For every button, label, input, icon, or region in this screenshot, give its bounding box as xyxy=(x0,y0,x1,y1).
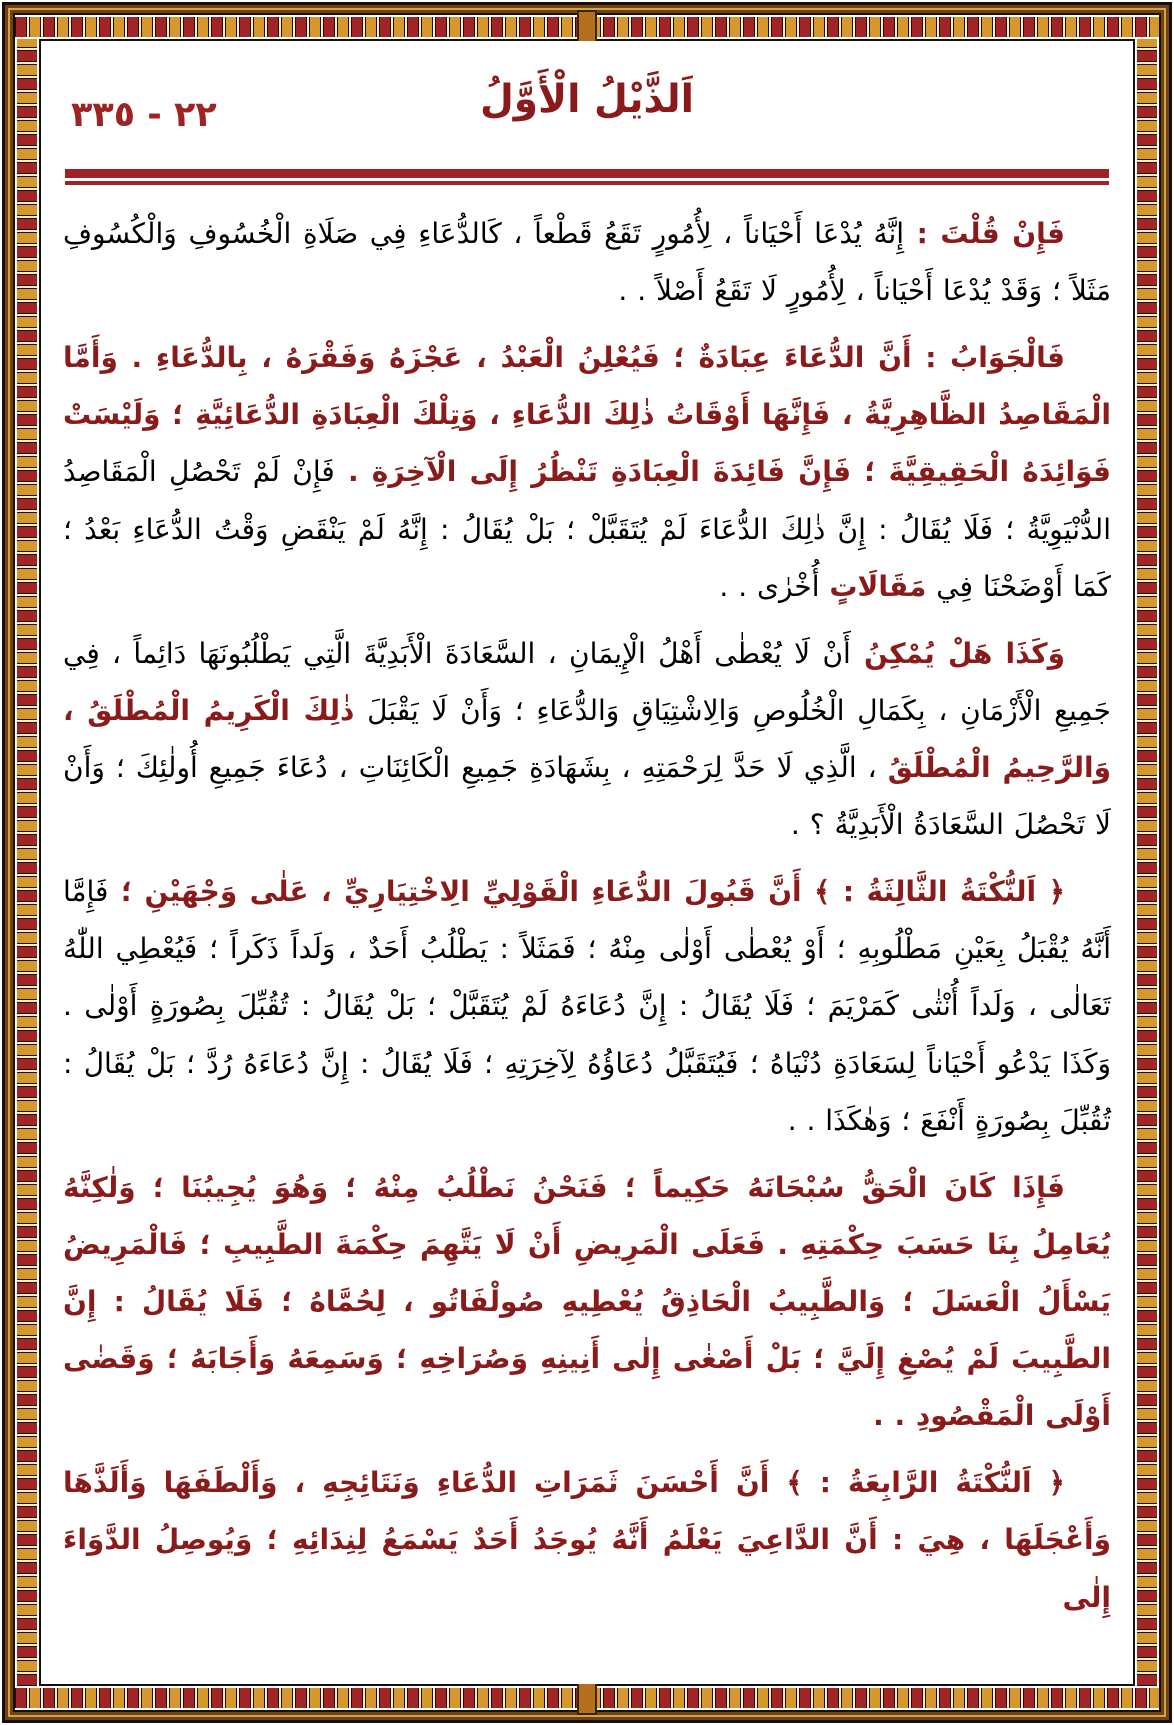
header-divider xyxy=(65,169,1109,185)
text-run: فَإِمَّا أَنَّهُ يُقْبَلُ بِعَيْنِ مَطْلُوبِهِ ؛ أَوْ يُعْطٰى أَوْلٰى مِنْهُ ؛ فَمَثَلاً : يَطْلُبُ أَحَدٌ ، وَلَداً ذَكَراً ؛ فَيُعْطِي اللّٰهُ تَعَالٰى ، وَلَداً أُنْثٰى كَمَرْيَمَ ؛ فَلَا يُقَالُ : إِنَّ دُعَاءَهُ لَمْ يُتَقَبَّلْ ؛ بَلْ يُقَالُ : تُقُبِّلَ بِصُورَةٍ أَوْلٰى . وَكَذَا يَدْعُو أَحْيَاناً لِسَعَادَةِ دُنْيَاهُ ؛ فَيُتَقَبَّلُ دُعَاؤُهُ لِآخِرَتِهِ ؛ فَلَا يُقَالُ : إِنَّ دُعَاءَهُ رُدَّ ؛ بَلْ يُقَالُ : تُقُبِّلَ بِصُورَةٍ أَنْفَعَ ؛ وَهٰكَذَا . . xyxy=(63,875,1111,1137)
text-run: فَإِنْ لَمْ تَحْصُلِ الْمَقَاصِدُ الدُّنْيَوِيَّةُ ؛ فَلَا يُقَالُ : إِنَّ ذٰلِكَ الدُّعَاءَ لَمْ يُتَقَبَّلْ ؛ بَلْ يُقَالُ : إِنَّهُ لَمْ يَنْقَضِ وَقْتُ الدُّعَاءِ بَعْدُ ؛ كَمَا أَوْضَحْنَا فِي xyxy=(63,455,1111,603)
nukta-heading-run: ﴿ اَلنُّكْتَةُ الرَّابِعَةُ : ﴾ أَنَّ أَحْسَنَ ثَمَرَاتِ الدُّعَاءِ وَنَتَائِجِهِ ، وَأَلْطَفَهَا وَأَلَذَّهَا وَأَعْجَلَهَا ، هِيَ : أَنَّ الدَّاعِيَ يَعْلَمُ أَنَّهُ يُوجَدُ أَحَدٌ يَسْمَعُ لِنِدَائِهِ ؛ وَيُوصِلُ الدَّوَاءَ إِلٰى xyxy=(63,1466,1111,1614)
text-run: ذٰلِكَ الْكَرِيمُ الْمُطْلَقُ ، وَالرَّحِيمُ الْمُطْلَقُ xyxy=(63,693,1111,784)
paragraph-5 xyxy=(63,1159,1111,1445)
text-run: فَالْجَوَابُ : أَنَّ الدُّعَاءَ عِبَادَةٌ ؛ فَيُعْلِنُ الْعَبْدُ ، عَجْزَهُ وَفَقْرَهُ ، بِالدُّعَاءِ . وَأَمَّا الْمَقَاصِدُ الظَّاهِرِيَّةُ ، فَإِنَّهَا أَوْقَاتُ ذٰلِكَ الدُّعَاءِ ، وَتِلْكَ الْعِبَادَةِ الدُّعَائِيَّةِ ؛ وَلَيْسَتْ فَوَائِدَهُ الْحَقِيقِيَّةَ ؛ فَإِنَّ فَائِدَةَ الْعِبَادَةِ تَنْظُرُ إِلَى الْآخِرَةِ . xyxy=(63,341,1112,489)
page-title: اَلذَّيْلُ الْأَوَّلُ xyxy=(479,77,695,122)
text-run: ، الَّذِي لَا حَدَّ لِرَحْمَتِهِ ، بِشَهَادَةِ جَمِيعِ الْكَائِنَاتِ ، دُعَاءَ جَمِيعِ أُولٰئِكَ ؛ وَأَنْ لَا تَحْصُلَ السَّعَادَةُ الْأَبَدِيَّةُ ؟ . xyxy=(63,750,1111,842)
text-run: فَإِنْ قُلْتَ : xyxy=(904,217,1065,250)
text-run: أُخْرٰى . . xyxy=(719,569,830,603)
page-number: ٢٢ - ٣٣٥ xyxy=(71,95,217,135)
paragraph-2 xyxy=(63,329,1111,615)
paragraph-1 xyxy=(63,205,1111,319)
frame-center-ornament-bottom xyxy=(577,1681,597,1715)
text-run: وَكَذَا هَلْ يُمْكِنُ xyxy=(850,636,1065,670)
text-run: أَنْ لَا يُعْطٰى أَهْلُ الْإِيمَانِ ، السَّعَادَةَ الْأَبَدِيَّةَ الَّتِي يَطْلُبُونَهَا دَائِماً ، فِي جَمِيعِ الْأَزْمَانِ ، بِكَمَالِ الْخُلُوصِ وَالِاشْتِيَاقِ وَالدُّعَاءِ ؛ وَأَنْ لَا يَقْبَلَ xyxy=(63,636,1111,727)
frame-chain-pattern-right xyxy=(1135,39,1159,1686)
divider-thick-line xyxy=(65,169,1109,178)
frame-chain-pattern-left xyxy=(15,39,39,1686)
frame-chain-pattern-top xyxy=(15,15,1159,39)
text-run: فَإِذَا كَانَ الْحَقُّ سُبْحَانَهُ حَكِيماً ؛ فَنَحْنُ نَطْلُبُ مِنْهُ ؛ وَهُوَ يُجِيبُنَا ؛ وَلٰكِنَّهُ يُعَامِلُ بِنَا حَسَبَ حِكْمَتِهِ . فَعَلَى الْمَرِيضِ أَنْ لَا يَتَّهِمَ حِكْمَةَ الطَّبِيبِ ؛ فَالْمَرِيضُ يَسْأَلُ الْعَسَلَ ؛ وَالطَّبِيبُ الْحَاذِقُ يُعْطِيهِ صُولْفَاتُو ، لِحُمَّاهُ ؛ فَلَا يُقَالُ : إِنَّ الطَّبِيبَ لَمْ يُصْغِ إِلَيَّ ؛ بَلْ أَصْغٰى إِلٰى أَنِينِهِ وَصُرَاخِهِ ؛ وَسَمِعَهُ وَأَجَابَهُ ؛ وَقَضٰى أَوْلَى الْمَقْصُودِ . . xyxy=(63,1170,1111,1433)
paragraph-3 xyxy=(63,625,1111,853)
page-content xyxy=(41,41,1133,1684)
frame-chain-pattern-bottom xyxy=(15,1686,1159,1710)
body-text xyxy=(63,185,1111,1626)
text-run: مَقَالَاتٍ xyxy=(829,569,927,603)
paragraph-6-nukta-4 xyxy=(63,1454,1111,1625)
nukta-heading-run: ﴿ اَلنُّكْتَةُ الثَّالِثَةُ : ﴾ أَنَّ قَبُولَ الدُّعَاءِ الْقَوْلِيِّ الِاخْتِيَارِيِّ ، عَلٰى وَجْهَيْنِ ؛ xyxy=(108,875,1065,909)
frame-center-ornament-top xyxy=(577,10,597,44)
text-run: إِنَّهُ يُدْعَا أَحْيَاناً ، لِأُمُورٍ تَقَعُ قَطْعاً ، كَالدُّعَاءِ فِي صَلَاةِ الْخُسُوفِ وَالْكُسُوفِ مَثَلاً ؛ وَقَدْ يُدْعَا أَحْيَاناً ، لِأُمُورٍ لَا تَقَعُ أَصْلاً . . xyxy=(63,217,1111,308)
paragraph-4-nukta-3 xyxy=(63,863,1111,1149)
page-header xyxy=(63,55,1111,159)
